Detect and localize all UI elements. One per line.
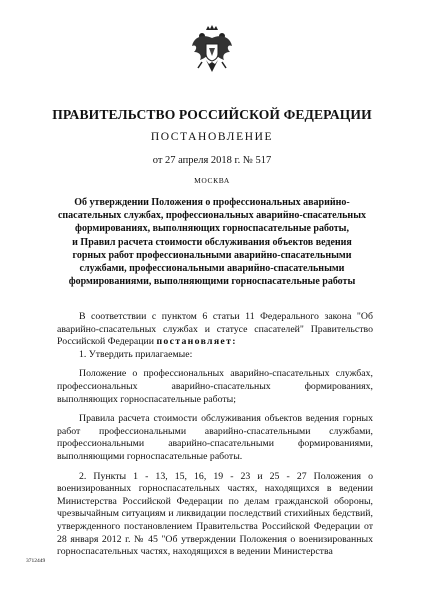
paragraph-preamble [57,311,373,349]
subject-line: и Правил расчета стоимости обслуживания объектов ведения [72,236,352,248]
paragraph-regulation: Положение о профессиональных аварийно-спасательных службах, профессиональных аварийно-спасательных формированиях, выполняющих горноспасательные работы; [57,368,373,405]
subject-line: спасательных службах, профессиональных аварийно-спасательных [57,210,366,222]
decree-word: постановляет: [156,336,237,348]
coat-of-arms-icon [190,24,234,76]
document-subject [52,196,372,288]
subject-line: формированиями, выполняющими горноспасательные работы [68,276,356,288]
subject-line: горных работ профессиональными аварийно-спасательными [72,249,352,261]
government-title: ПРАВИТЕЛЬСТВО РОССИЙСКОЙ ФЕДЕРАЦИИ [52,107,372,122]
subject-line: формированиях, выполняющих горноспасательные работы, [75,223,349,235]
document-type: ПОСТАНОВЛЕНИЕ [150,131,274,143]
document-code: 3712449 [26,558,46,564]
preamble-text: В соответствии с пунктом 6 статьи 11 Федерального закона "Об аварийно-спасательных службах и статусе спасателей" Правительство Российской Федерации [57,311,373,348]
subject-line: службами, профессиональными аварийно-спасательными [79,263,345,275]
paragraph-item-2: 2. Пункты 1 - 13, 15, 16, 19 - 23 и 25 - 27 Положения о военизированных горноспасательных частях, находящихся в ведении Министерства Российской Федерации по делам гражданской обороны, чрезвычайным ситуациям и ликвидации последствий стихийных бедствий, утвержденного постановлением Правительства Российской Федерации от 28 января 2012 г. № 45 "Об утверждении Положения о военизированных горноспасательных частях, находящихся в ведении Министерства [57,470,373,558]
subject-line: Об утверждении Положения о профессиональных аварийно- [74,197,350,208]
document-body [57,311,373,559]
paragraph-rules: Правила расчета стоимости обслуживания объектов ведения горных работ профессиональными аварийно-спасательными службами, профессиональными аварийно-спасательными формированиями, выполняющими горноспасательные работы. [57,413,373,462]
document-date-number: от 27 апреля 2018 г. № 517 [152,155,272,166]
document-city: МОСКВА [194,176,230,185]
paragraph-item-1: 1. Утвердить прилагаемые: [79,348,193,360]
